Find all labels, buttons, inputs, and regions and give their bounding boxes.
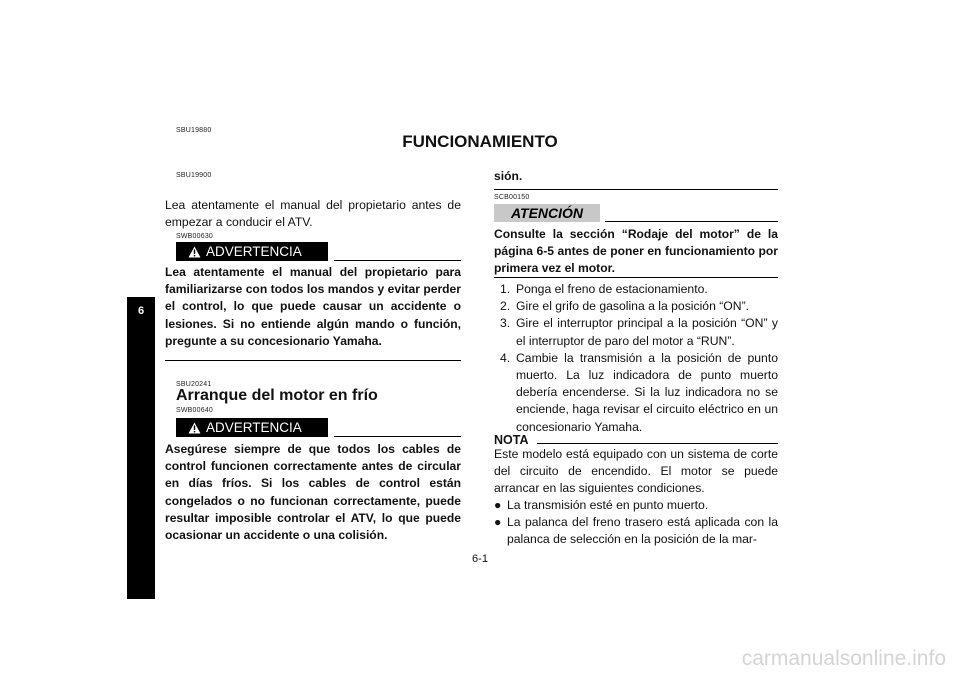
- warning1-label-box: [176, 242, 328, 261]
- warning2-ref-code: SWB00640: [176, 407, 214, 414]
- section-heading: Arranque del motor en frío: [176, 387, 378, 404]
- list-item: 1. Ponga el freno de estacionamiento.: [500, 282, 708, 296]
- bullet-icon: ●: [494, 498, 502, 512]
- warning1-text: Lea atentamente el manual del propietario para familiarizarse con todos los mandos y evitar perder el control, lo que puede causar un accidente o lesiones. Si no entiende algún mando o función, pregunte a su concesionario Yamaha.: [165, 265, 461, 348]
- nota-label: NOTA: [494, 433, 529, 447]
- intro-paragraph: Lea atentamente el manual del propietario antes de empezar a conducir el ATV.: [165, 198, 461, 230]
- list-item: 2. Gire el grifo de gasolina a la posición “ON”.: [500, 299, 750, 314]
- watermark: carmanualsonline.info: [741, 647, 946, 670]
- section-ref-code: SBU20241: [176, 381, 212, 388]
- attention-label: ATENCIÓN: [510, 205, 584, 221]
- attention-top-rule: [494, 189, 778, 190]
- list-item: ● La transmisión esté en punto muerto.: [494, 497, 778, 514]
- warning1-header-rule: [334, 260, 461, 261]
- warning-triangle-icon: [188, 246, 201, 258]
- warning2-text: Asegúrese siempre de que todos los cables de control funcionen correctamente antes de circular en días fríos. Si los cables de control están congelados o no funcionan correctamente, puede resultar imposible controlar el ATV, lo que puede ocasionar un accidente o una colisión.: [165, 442, 461, 543]
- page-title: FUNCIONAMIENTO: [402, 132, 558, 151]
- continued-text: sión.: [494, 169, 523, 183]
- warning-triangle-icon: [188, 422, 201, 434]
- warning2-header-rule: [334, 436, 461, 437]
- attention-ref-code: SCB00150: [494, 194, 530, 201]
- list-item: ● La palanca del freno trasero está aplicada con la palanca de selección en la posición de la mar-: [494, 515, 778, 547]
- nota-rule: [537, 443, 778, 444]
- warning2-label: ADVERTENCIA: [206, 420, 302, 435]
- page-number: 6-1: [472, 553, 488, 565]
- warning1-bottom-rule: [165, 360, 461, 361]
- attention-bottom-rule: [494, 277, 778, 278]
- warning2-label-box: [176, 418, 328, 437]
- bullet-icon: ●: [494, 515, 502, 530]
- chapter-tab-number: 6: [137, 305, 145, 317]
- list-item: 4. Cambie la transmisión a la posición de punto muerto. La luz indicadora de punto muerto debería encenderse. Si la luz indicadora no se enciende, haga revisar el circuito eléctrico en un concesionario Yamaha.: [500, 350, 778, 434]
- intro-ref-code: SBU19900: [176, 172, 212, 179]
- warning1-label: ADVERTENCIA: [206, 244, 302, 259]
- warning1-ref-code: SWB00630: [176, 233, 214, 240]
- nota-bullets: [494, 497, 778, 549]
- list-item: 3. Gire el interruptor principal a la posición “ON” y el interruptor de paro del motor a “RUN”.: [500, 316, 778, 348]
- nota-text: Este modelo está equipado con un sistema de corte del circuito de encendido. El motor se puede arrancar en las siguientes condiciones.: [494, 447, 778, 496]
- attention-header-rule: [605, 221, 778, 222]
- attention-text: Consulte la sección “Rodaje del motor” de la página 6-5 antes de poner en funcionamiento por primera vez el motor.: [494, 227, 778, 276]
- attention-label-box: [494, 204, 600, 222]
- steps-list: [494, 281, 778, 436]
- title-ref-code: SBU19880: [176, 127, 212, 134]
